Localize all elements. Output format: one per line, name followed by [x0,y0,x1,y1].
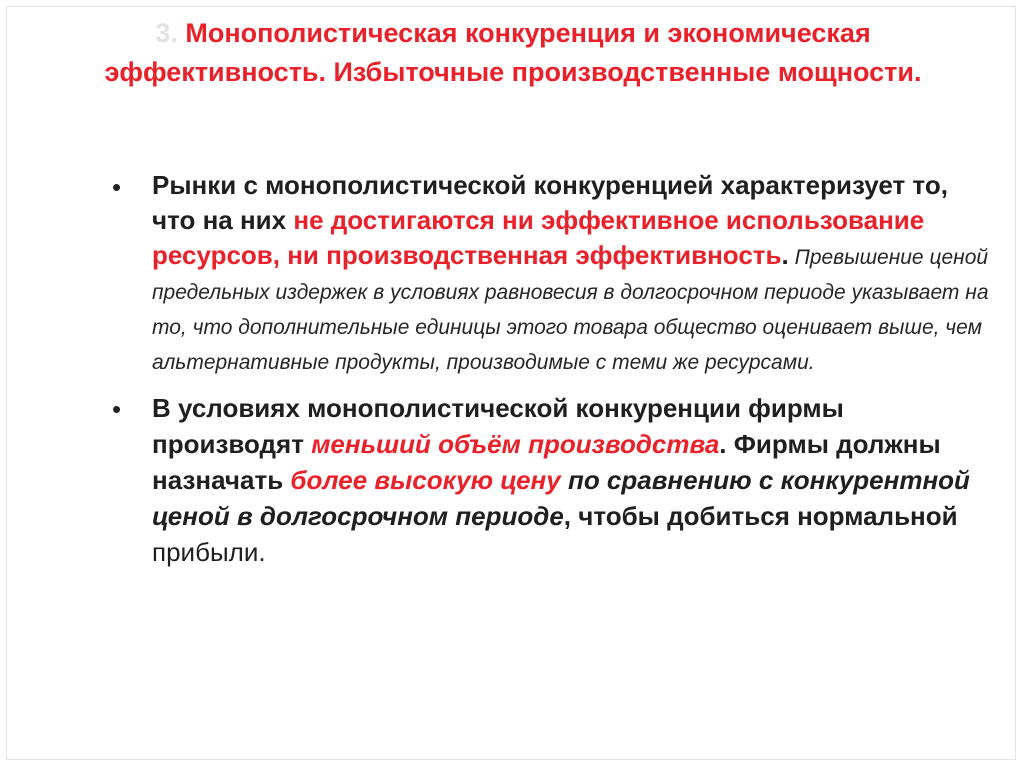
bullet-list [112,168,992,570]
bullet-icon: • [112,394,122,424]
bullet-2-text-c: по сравнению с конкурентной ценой в долгосрочном периоде [152,465,970,531]
bullet-1-highlight: не достигаются ни эффективное использование ресурсов, ни производственная эффективность [152,205,925,270]
title-number: 3. [155,18,178,48]
bullet-2-highlight-a: меньший объём производства [311,429,720,459]
bullet-2-text-e: прибыли. [152,537,266,567]
bullet-item-1 [112,168,992,378]
slide-title [70,14,956,92]
bullet-2-highlight-b: более высокую цену [290,465,561,495]
bullet-item-2 [112,390,992,570]
bullet-2-text-b: . Фирмы должны назначать [152,429,941,495]
bullet-2-text-d: , чтобы добиться нормальной [563,501,958,531]
bullet-1-text: Рынки с монополистической конкуренцией характеризует то, что на них [152,170,948,235]
title-text: Монополистическая конкуренция и экономическая эффективность. Избыточные производственные мощности. [104,18,922,87]
bullet-1-period: . [781,240,789,270]
bullet-icon: • [112,172,122,202]
bullet-1-note: Превышение ценой предельных издержек в условиях равновесия в долгосрочном периоде указывает на то, что дополнительные единицы этого товара общество оценивает выше, чем альтернативные продукты, производимые с теми же ресурсами. [152,246,989,374]
bullet-2-text-a: В условиях монополистической конкуренции фирмы производят [152,393,844,459]
